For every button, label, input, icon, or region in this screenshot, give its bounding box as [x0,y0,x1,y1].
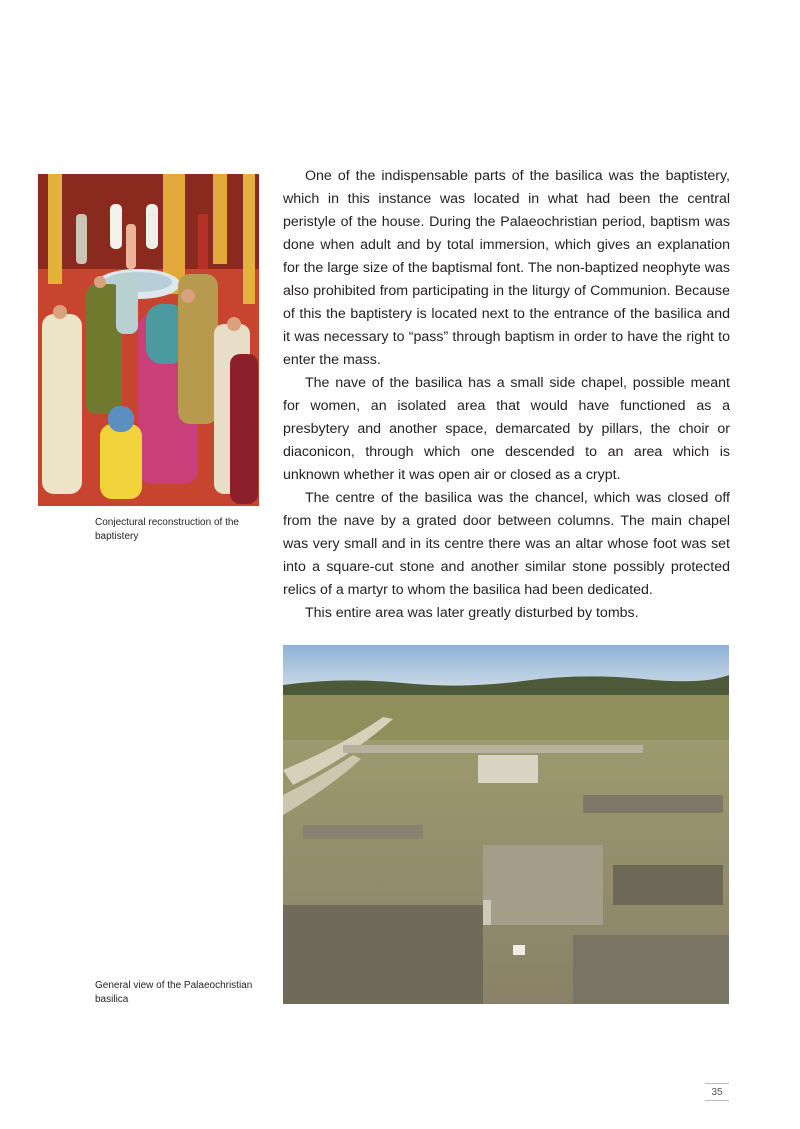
paragraph: This entire area was later greatly disturbed by tombs. [305,605,639,621]
baptistery-illustration [38,174,259,506]
body-text [283,165,730,625]
basilica-caption: General view of the Palaeochristian basilica [95,980,253,1005]
basilica-photo [283,645,729,1004]
baptistery-caption: Conjectural reconstruction of the baptistery [95,517,239,542]
page-number: 35 [705,1083,729,1101]
paragraph: The centre of the basilica was the chancel, which was closed off from the nave by a grated door between columns. The main chapel was very small and in its centre there was an altar whose foot was set into a square-cut stone and another similar stone possibly protected relics of a martyr to whom the basilica had been dedicated. [283,490,730,598]
paragraph: One of the indispensable parts of the basilica was the baptistery, which in this instance was located in what had been the central peristyle of the house. During the Palaeochristian period, baptism was done when adult and by total immersion, which gives an explanation for the large size of the baptismal font. The non-baptized neophyte was also prohibited from participating in the liturgy of Communion. Because of this the baptistery is located next to the entrance of the basilica and it was necessary to “pass” through baptism in order to have the right to enter the mass. [283,168,730,368]
paragraph: The nave of the basilica has a small side chapel, possible meant for women, an isolated area that would have functioned as a presbytery and another space, demarcated by pillars, the choir or diaconicon, through which one descended to an area which is unknown whether it was open air or closed as a crypt. [283,375,730,483]
